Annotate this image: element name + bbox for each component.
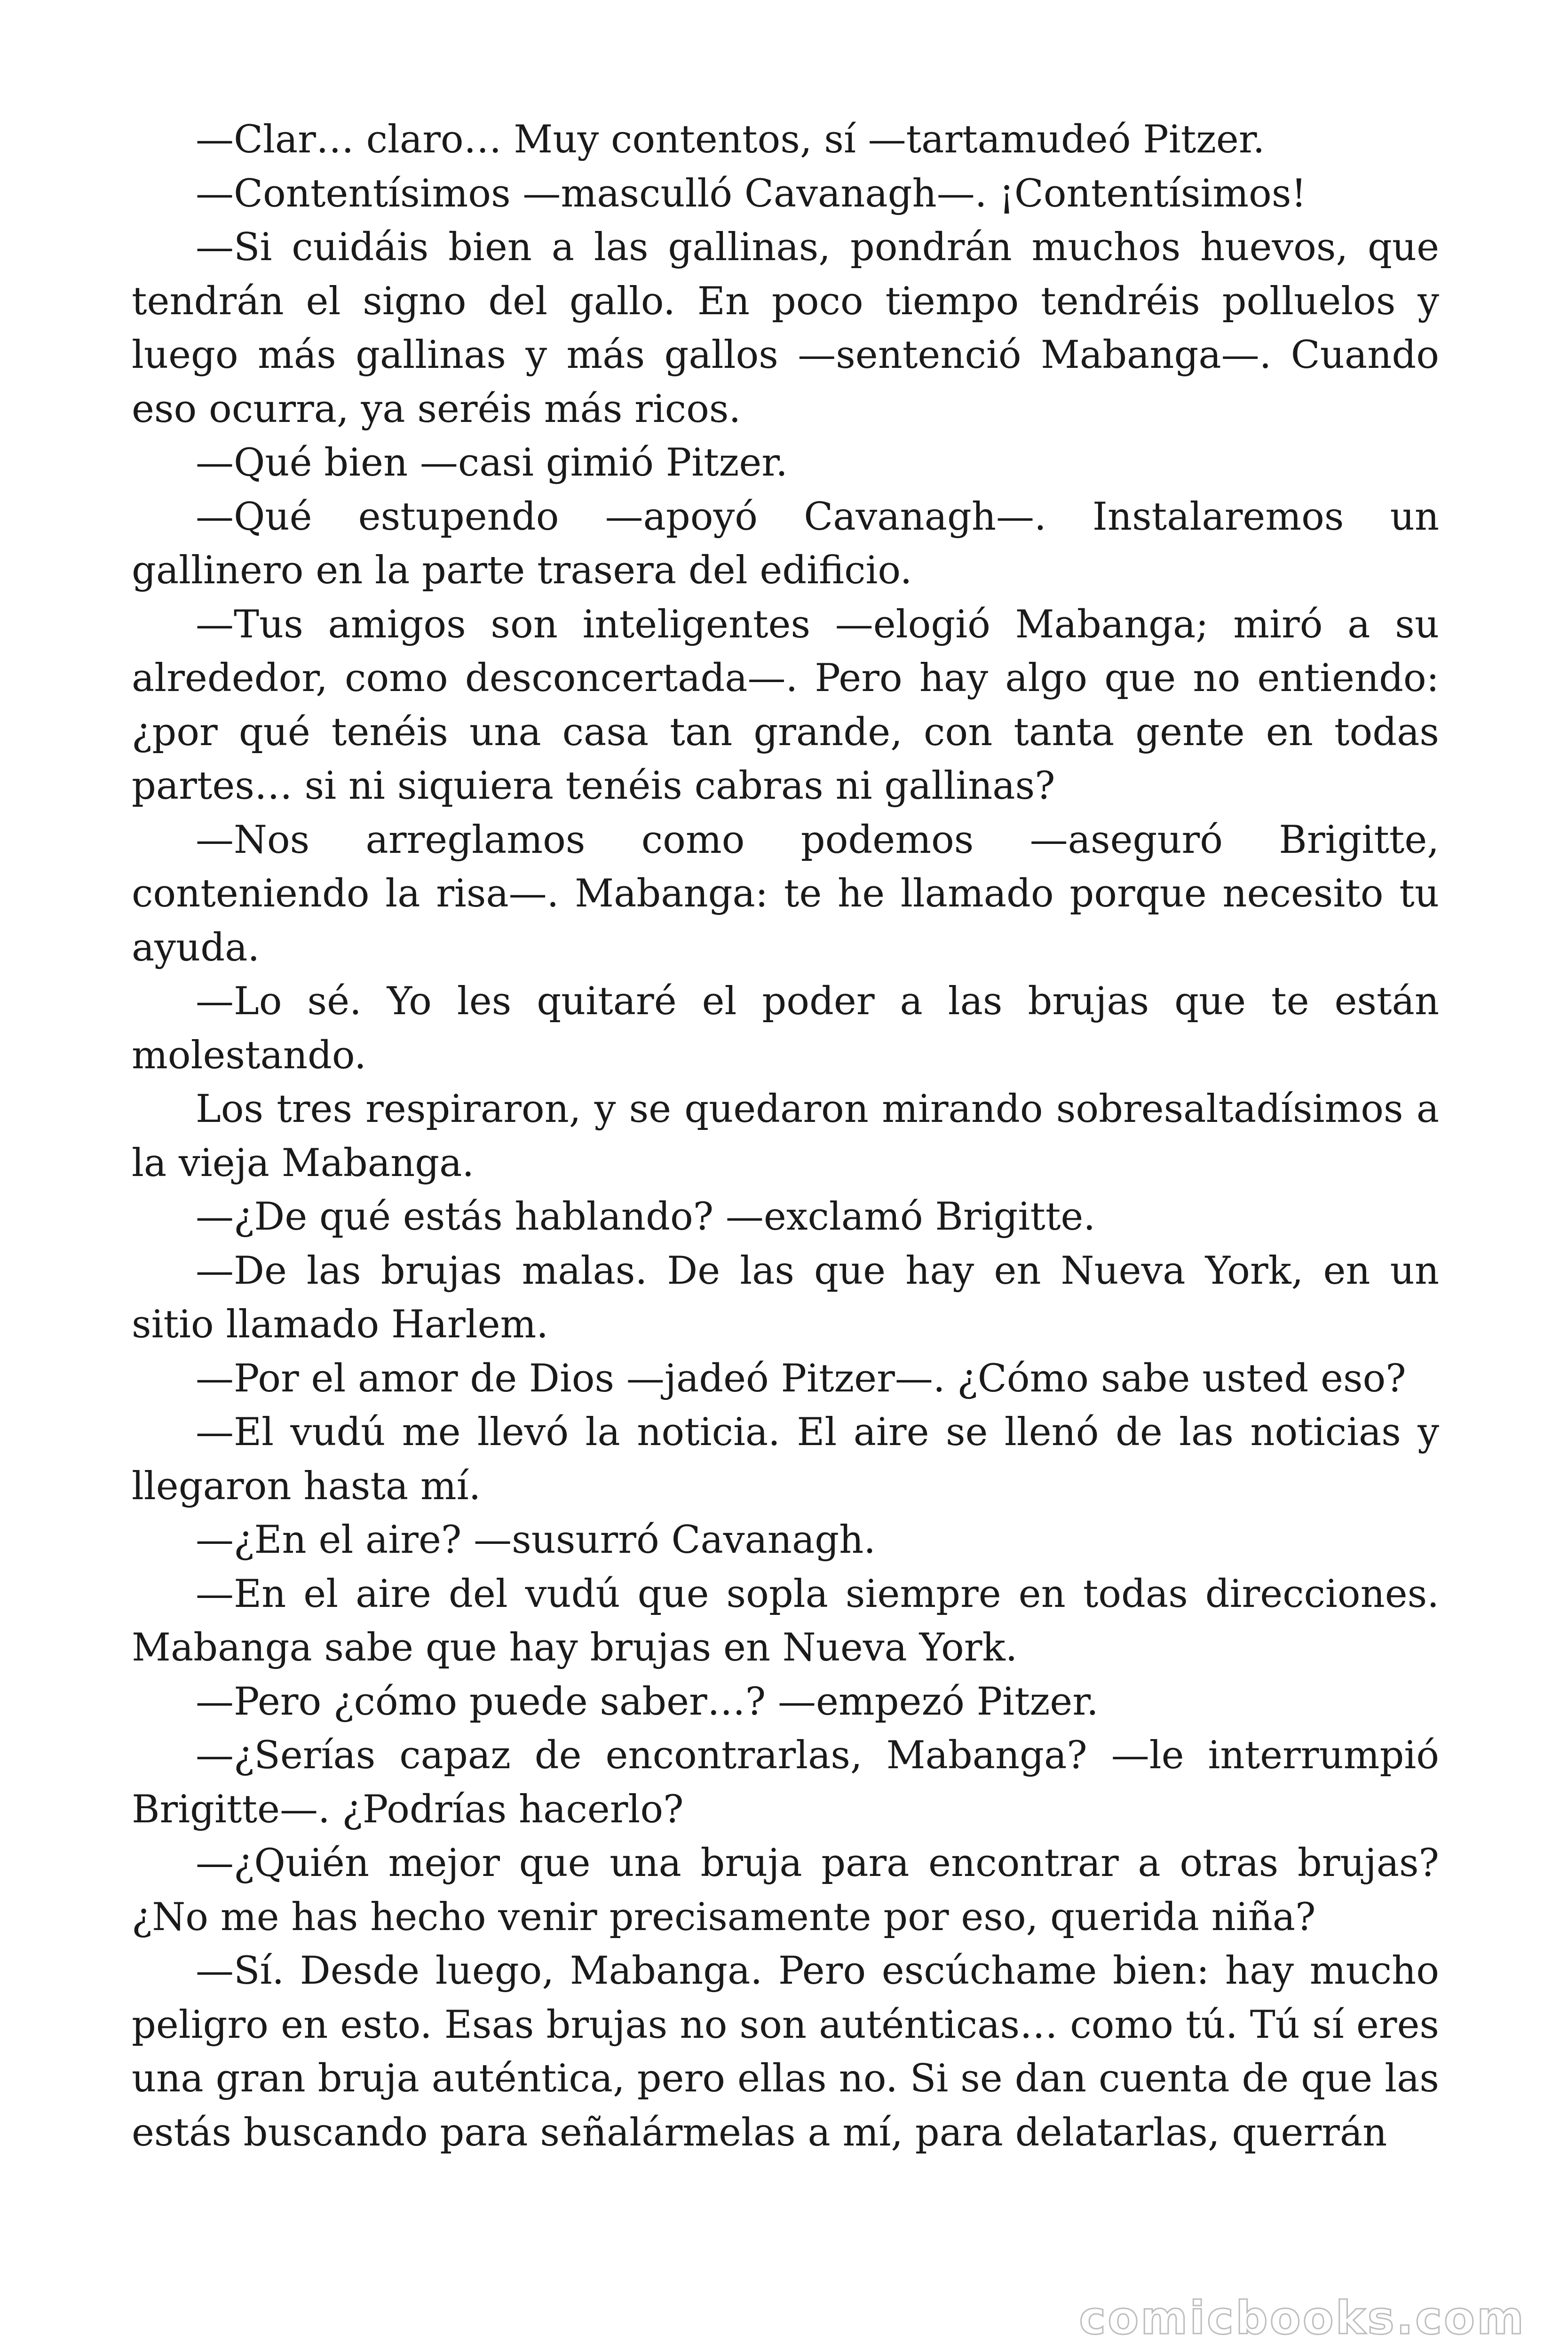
paragraph: —Tus amigos son inteligentes —elogió Mabanga; miró a su alrededor, como desconcertada—. Pero hay algo que no entiendo: ¿por qué tenéis una casa tan grande, con tanta gente en todas partes… si ni siquiera tenéis cabras ni gallinas? xyxy=(132,602,1439,808)
page-body xyxy=(132,113,1439,2160)
paragraph: —Clar… claro… Muy contentos, sí —tartamudeó Pitzer. xyxy=(196,118,1265,162)
paragraph: —¿En el aire? —susurró Cavanagh. xyxy=(196,1518,876,1562)
paragraph: —Pero ¿cómo puede saber…? —empezó Pitzer. xyxy=(196,1679,1099,1724)
paragraph: —Sí. Desde luego, Mabanga. Pero escúchame bien: hay mucho peligro en esto. Esas brujas no son auténticas… como tú. Tú sí eres una gran bruja auténtica, pero ellas no. Si se dan cuenta de que las estás buscando para señalármelas a mí, para delatarlas, querrán xyxy=(132,1949,1439,2155)
paragraph: —Por el amor de Dios —jadeó Pitzer—. ¿Cómo sabe usted eso? xyxy=(196,1356,1406,1401)
paragraph: —En el aire del vudú que sopla siempre en todas direcciones. Mabanga sabe que hay brujas en Nueva York. xyxy=(132,1572,1439,1670)
paragraph: —Qué bien —casi gimió Pitzer. xyxy=(196,441,788,485)
paragraph: —De las brujas malas. De las que hay en Nueva York, en un sitio llamado Harlem. xyxy=(132,1248,1439,1347)
paragraph: —Qué estupendo —apoyó Cavanagh—. Instalaremos un gallinero en la parte trasera del edificio. xyxy=(132,494,1439,593)
paragraph: —Lo sé. Yo les quitaré el poder a las brujas que te están molestando. xyxy=(132,979,1439,1078)
paragraph: Los tres respiraron, y se quedaron mirando sobresaltadísimos a la vieja Mabanga. xyxy=(132,1087,1439,1185)
paragraph: —Si cuidáis bien a las gallinas, pondrán muchos huevos, que tendrán el signo del gallo. En poco tiempo tendréis polluelos y luego más gallinas y más gallos —sentenció Mabanga—. Cuando eso ocurra, ya seréis más ricos. xyxy=(132,225,1439,431)
paragraph: —¿Serías capaz de encontrarlas, Mabanga? —le interrumpió Brigitte—. ¿Podrías hacerlo? xyxy=(132,1733,1439,1832)
paragraph: —El vudú me llevó la noticia. El aire se llenó de las noticias y llegaron hasta mí. xyxy=(132,1410,1439,1509)
watermark: comicbooks.com xyxy=(1079,2292,1526,2344)
paragraph: —Contentísimos —mascull​ó Cavanagh—. ¡Contentísimos! xyxy=(196,171,1307,216)
paragraph: —¿De qué estás hablando? —exclamó Brigitte. xyxy=(196,1195,1096,1239)
paragraph: —¿Quién mejor que una bruja para encontrar a otras brujas? ¿No me has hecho venir precisamente por eso, querida niña? xyxy=(132,1841,1439,1939)
paragraph: —Nos arreglamos como podemos —aseguró Brigitte, conteniendo la risa—. Mabanga: te he llamado porque necesito tu ayuda. xyxy=(132,818,1439,970)
